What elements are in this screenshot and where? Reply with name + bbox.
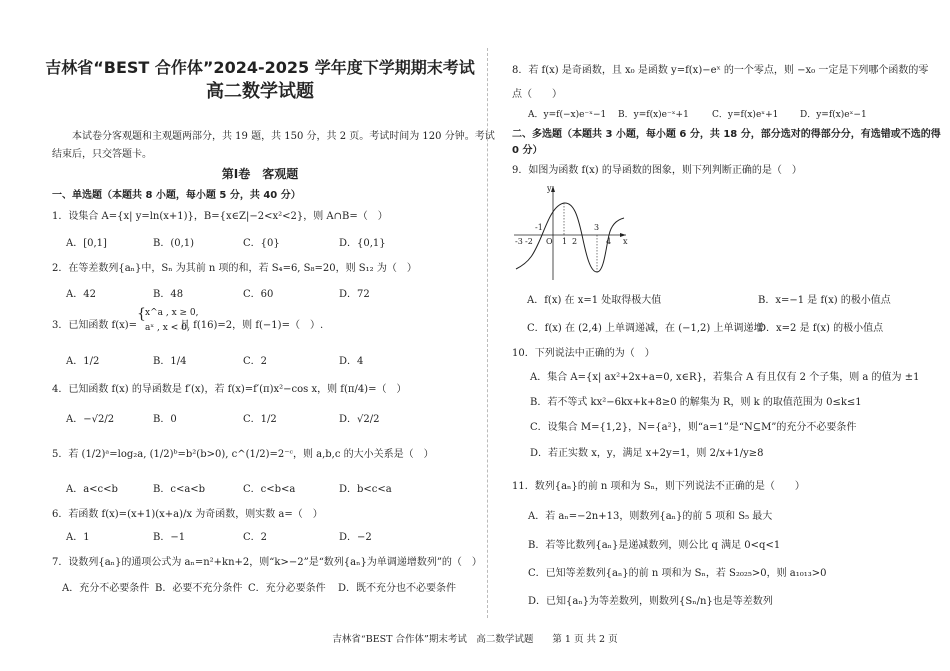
option-a: A．充分不必要条件 <box>62 583 150 594</box>
option-c: C．60 <box>243 289 274 300</box>
option-a: A．a<c<b <box>66 484 118 495</box>
option-a: A．若 aₙ=−2n+13，则数列{aₙ}的前 5 项和 S₅ 最大 <box>528 511 773 522</box>
exam-title: 吉林省“BEST 合作体”2024-2025 学年度下学期期末考试 <box>45 58 475 77</box>
option-b: B．若不等式 kx²−6kx+k+8≥0 的解集为 R，则 k 的取值范围为 0≤k≤1 <box>530 397 862 408</box>
question-6: 6．若函数 f(x)=(x+1)(x+a)/x 为奇函数，则实数 a=（ ） <box>52 509 323 520</box>
derivative-graph <box>510 182 630 282</box>
x-label: x <box>623 237 628 246</box>
question-8-cont: 点（ ） <box>512 89 562 100</box>
option-b: B．1/4 <box>153 356 187 367</box>
question-8: 8．若 f(x) 是奇函数，且 x₀ 是函数 y=f(x)−eˣ 的一个零点，则 −x₀ 一定是下列哪个函数的零 <box>512 65 929 76</box>
option-d: D．已知{aₙ}为等差数列，则数列{Sₙ/n}也是等差数列 <box>528 596 773 607</box>
option-c: C．2 <box>243 356 268 367</box>
question-11: 11．数列{aₙ}的前 n 项和为 Sₙ，则下列说法不正确的是（ ） <box>512 481 805 492</box>
intro-text-2: 结束后，只交答题卡。 <box>52 149 152 160</box>
option-a: A．y=f(−x)e⁻ˣ−1 <box>528 110 607 120</box>
tick-label: -3 <box>515 237 523 246</box>
option-d: D．72 <box>339 289 370 300</box>
option-d: D．{0,1} <box>339 238 386 249</box>
part-title: 第Ⅰ卷 客观题 <box>221 167 299 181</box>
option-c: C．已知等差数列{aₙ}的前 n 项和为 Sₙ，若 S₂₀₂₅>0，则 a₁₀₁₃>0 <box>528 568 827 579</box>
option-a: A．42 <box>66 289 96 300</box>
option-c: C．充分必要条件 <box>248 583 326 594</box>
option-c: C．f(x) 在 (2,4) 上单调递减，在 (−1,2) 上单调递增 <box>527 323 764 334</box>
option-d: D．√2/2 <box>339 414 380 425</box>
option-d: D．x=2 是 f(x) 的极小值点 <box>758 323 884 334</box>
y-axis-arrow <box>551 186 555 192</box>
option-c: C．1/2 <box>243 414 277 425</box>
column-divider <box>487 48 488 618</box>
option-c: C．{0} <box>243 238 280 249</box>
option-d: D．既不充分也不必要条件 <box>338 583 457 594</box>
question-9: 9．如图为函数 f(x) 的导函数的图象，则下列判断正确的是（ ） <box>512 165 802 176</box>
tick-label: -2 <box>525 237 533 246</box>
tick-label: 4 <box>606 237 612 246</box>
option-b: B．必要不充分条件 <box>155 583 243 594</box>
question-1: 1．设集合 A={x| y=ln(x+1)}，B={x∈Z|−2<x²<2}，则 A∩B=（ ） <box>52 211 388 222</box>
option-a: A．集合 A={x| ax²+2x+a=0, x∈R}，若集合 A 有且仅有 2 个子集，则 a 的值为 ±1 <box>530 372 920 383</box>
option-b: B．c<a<b <box>153 484 206 495</box>
option-b: B．y=f(x)e⁻ˣ+1 <box>618 110 689 120</box>
case-1: x^a , x ≥ 0, <box>145 308 199 318</box>
option-a: A．f(x) 在 x=1 处取得极大值 <box>527 295 662 306</box>
option-b: B．若等比数列{aₙ}是递减数列，则公比 q 满足 0<q<1 <box>528 540 781 551</box>
question-3: 3．已知函数 f(x)= <box>52 320 138 331</box>
section-heading-multi-choice: 二、多选题（本题共 3 小题，每小题 6 分，共 18 分，部分选对的得部分分，有选错或不选的得 <box>512 129 941 140</box>
intro-text: 本试卷分客观题和主观题两部分，共 19 题，共 150 分，共 2 页。考试时间为 120 分钟。考试 <box>72 131 495 142</box>
option-a: A．[0,1] <box>66 238 107 249</box>
y-label: y <box>547 184 552 193</box>
origin-label: O <box>546 237 553 246</box>
option-d: D．b<c<a <box>339 484 392 495</box>
option-d: D．4 <box>339 356 364 367</box>
option-c: C．设集合 M={1,2}，N={a²}，则“a=1”是“N⊆M”的充分不必要条件 <box>530 422 857 433</box>
option-a: A．1 <box>66 532 90 543</box>
option-a: A．−√2/2 <box>66 414 115 425</box>
case-2: aˣ , x < 0, <box>145 323 190 333</box>
tick-label: -1 <box>535 223 543 232</box>
page-footer: 吉林省“BEST 合作体”期末考试 高二数学试题 第 1 页 共 2 页 <box>332 634 618 645</box>
option-d: D．若正实数 x，y，满足 x+2y=1，则 2/x+1/y≥8 <box>530 448 764 459</box>
tick-label: 2 <box>572 237 578 246</box>
question-4: 4．已知函数 f(x) 的导函数是 f′(x)，若 f(x)=f′(π)x²−cos x，则 f(π/4)=（ ） <box>52 384 407 395</box>
exam-subtitle: 高二数学试题 <box>206 81 314 102</box>
option-d: D．y=f(x)eˣ−1 <box>800 110 867 120</box>
question-2: 2．在等差数列{aₙ}中，Sₙ 为其前 n 项的和，若 S₄=6, S₈=20，则 S₁₂ 为（ ） <box>52 263 417 274</box>
question-10: 10．下列说法中正确的为（ ） <box>512 348 655 359</box>
question-7: 7．设数列{aₙ}的通项公式为 aₙ=n²+kn+2，则“k>−2”是“数列{aₙ}为单调递增数列”的（ ） <box>52 557 482 568</box>
section-heading-single-choice: 一、单选题（本题共 8 小题，每小题 5 分，共 40 分） <box>52 190 301 201</box>
option-b: B．x=−1 是 f(x) 的极小值点 <box>758 295 891 306</box>
option-b: B．(0,1) <box>153 238 195 249</box>
option-b: B．0 <box>153 414 177 425</box>
tick-label: 3 <box>594 223 600 232</box>
option-c: C．2 <box>243 532 268 543</box>
option-d: D．−2 <box>339 532 372 543</box>
question-5: 5．若 (1/2)ᵃ=log₂a, (1/2)ᵇ=b²(b>0), c^(1/2)=2⁻ᶜ，则 a,b,c 的大小关系是（ ） <box>52 449 434 460</box>
option-c: C．c<b<a <box>243 484 296 495</box>
section-heading-multi-choice-2: 0 分） <box>512 145 543 156</box>
option-a: A．1/2 <box>66 356 100 367</box>
option-b: B．48 <box>153 289 184 300</box>
brace: { <box>137 306 146 322</box>
tick-label: 1 <box>562 237 568 246</box>
question-3-tail: 且 f(16)=2，则 f(−1)=（ ）. <box>180 320 324 331</box>
option-b: B．−1 <box>153 532 186 543</box>
option-c: C．y=f(x)eˣ+1 <box>712 110 779 120</box>
